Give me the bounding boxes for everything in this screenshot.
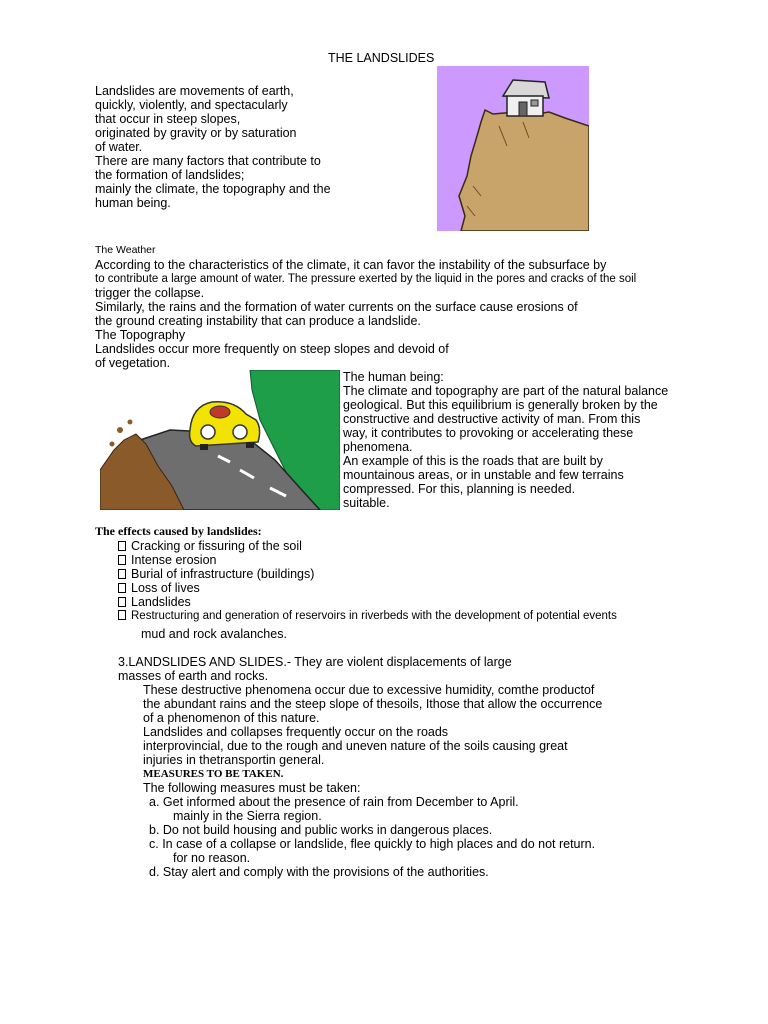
- section3-paragraph-line: These destructive phenomena occur due to excessive humidity, comthe productof: [143, 683, 595, 697]
- page-title: THE LANDSLIDES: [328, 51, 435, 65]
- list-item: Cracking or fissuring of the soil: [118, 539, 617, 553]
- topography-heading: The Topography: [95, 328, 186, 342]
- intro-line: Landslides are movements of earth,: [95, 84, 294, 98]
- section3-paragraph-line: of a phenomenon of this nature.: [143, 711, 320, 725]
- list-item: Loss of lives: [118, 581, 617, 595]
- section3-paragraph-line: interprovincial, due to the rough and uneven nature of the soils causing great: [143, 739, 568, 753]
- checkbox-bullet-icon: [118, 583, 126, 593]
- section3-paragraph: [143, 683, 602, 767]
- human-line: compressed. For this, planning is needed.: [343, 482, 576, 496]
- house-on-cliff-illustration: [437, 66, 589, 231]
- human-line: The climate and topography are part of the natural balance: [343, 384, 669, 398]
- effects-list: [118, 539, 617, 623]
- human-line: An example of this is the roads that are built by: [343, 454, 603, 468]
- measures-intro: The following measures must be taken:: [143, 781, 361, 795]
- intro-line: originated by gravity or by saturation: [95, 126, 297, 140]
- cliff-shape: [459, 110, 589, 231]
- list-item-continuation: mainly in the Sierra region.: [173, 809, 322, 823]
- human-line: constructive and destructive activity of man. From this: [343, 412, 641, 426]
- house-icon: [503, 80, 549, 116]
- list-item: Burial of infrastructure (buildings): [118, 567, 617, 581]
- section3-line: masses of earth and rocks.: [118, 669, 269, 683]
- weather-line: the ground creating instability that can produce a landslide.: [95, 314, 421, 328]
- checkbox-bullet-icon: [118, 597, 126, 607]
- list-item: b. Do not build housing and public works in dangerous places.: [149, 823, 493, 837]
- list-item: Intense erosion: [118, 553, 617, 567]
- list-item: Landslides: [118, 595, 617, 609]
- human-line: suitable.: [343, 496, 390, 510]
- intro-line: mainly the climate, the topography and the: [95, 182, 331, 196]
- intro-line: that occur in steep slopes,: [95, 112, 241, 126]
- weather-line: According to the characteristics of the climate, it can favor the instability of the subsurface by: [95, 258, 607, 272]
- list-item-continuation: for no reason.: [173, 851, 251, 865]
- section3-paragraph-line: Landslides and collapses frequently occur on the roads: [143, 725, 449, 739]
- intro-line: the formation of landslides;: [95, 168, 245, 182]
- intro-line: There are many factors that contribute to: [95, 154, 321, 168]
- human-line: way, it contributes to provoking or accelerating these: [343, 426, 634, 440]
- section3-line: 3.LANDSLIDES AND SLIDES.- They are violent displacements of large: [118, 655, 512, 669]
- checkbox-bullet-icon: [118, 569, 126, 579]
- topography-line: of vegetation.: [95, 356, 171, 370]
- list-item: d. Stay alert and comply with the provisions of the authorities.: [149, 865, 489, 879]
- measures-heading: MEASURES TO BE TAKEN.: [143, 768, 284, 780]
- human-section: [343, 370, 668, 510]
- weather-line: Similarly, the rains and the formation of water currents on the surface cause erosions of: [95, 300, 578, 314]
- checkbox-bullet-icon: [118, 555, 126, 565]
- weather-line: to contribute a large amount of water. The pressure exerted by the liquid in the pores and cracks of the soil: [95, 273, 637, 285]
- human-line: mountainous areas, or in unstable and few terrains: [343, 468, 624, 482]
- intro-line: quickly, violently, and spectacularly: [95, 98, 288, 112]
- checkbox-bullet-icon: [118, 541, 126, 551]
- effects-heading: The effects caused by landslides:: [95, 524, 262, 538]
- topography-line: Landslides occur more frequently on steep slopes and devoid of: [95, 342, 449, 356]
- weather-line: trigger the collapse.: [95, 286, 205, 300]
- intro-line: human being.: [95, 196, 171, 210]
- list-item: Restructuring and generation of reservoirs in riverbeds with the development of potential events: [118, 609, 617, 623]
- car-on-road-illustration: [100, 370, 340, 510]
- effects-continuation: mud and rock avalanches.: [141, 627, 287, 641]
- section3-paragraph-line: injuries in thetransportin general.: [143, 753, 325, 767]
- human-heading: The human being:: [343, 370, 444, 384]
- human-line: geological. But this equilibrium is generally broken by the: [343, 398, 658, 412]
- intro-line: of water.: [95, 140, 143, 154]
- checkbox-bullet-icon: [118, 610, 126, 620]
- measures-list: [149, 795, 595, 879]
- section3-paragraph-line: the abundant rains and the steep slope of thesoils, Ithose that allow the occurrence: [143, 697, 603, 711]
- list-item: a. Get informed about the presence of rain from December to April.: [149, 795, 519, 809]
- weather-heading: The Weather: [95, 244, 156, 256]
- human-line: phenomena.: [343, 440, 413, 454]
- intro-paragraph: [95, 84, 331, 210]
- list-item: c. In case of a collapse or landslide, flee quickly to high places and do not return.: [149, 837, 596, 851]
